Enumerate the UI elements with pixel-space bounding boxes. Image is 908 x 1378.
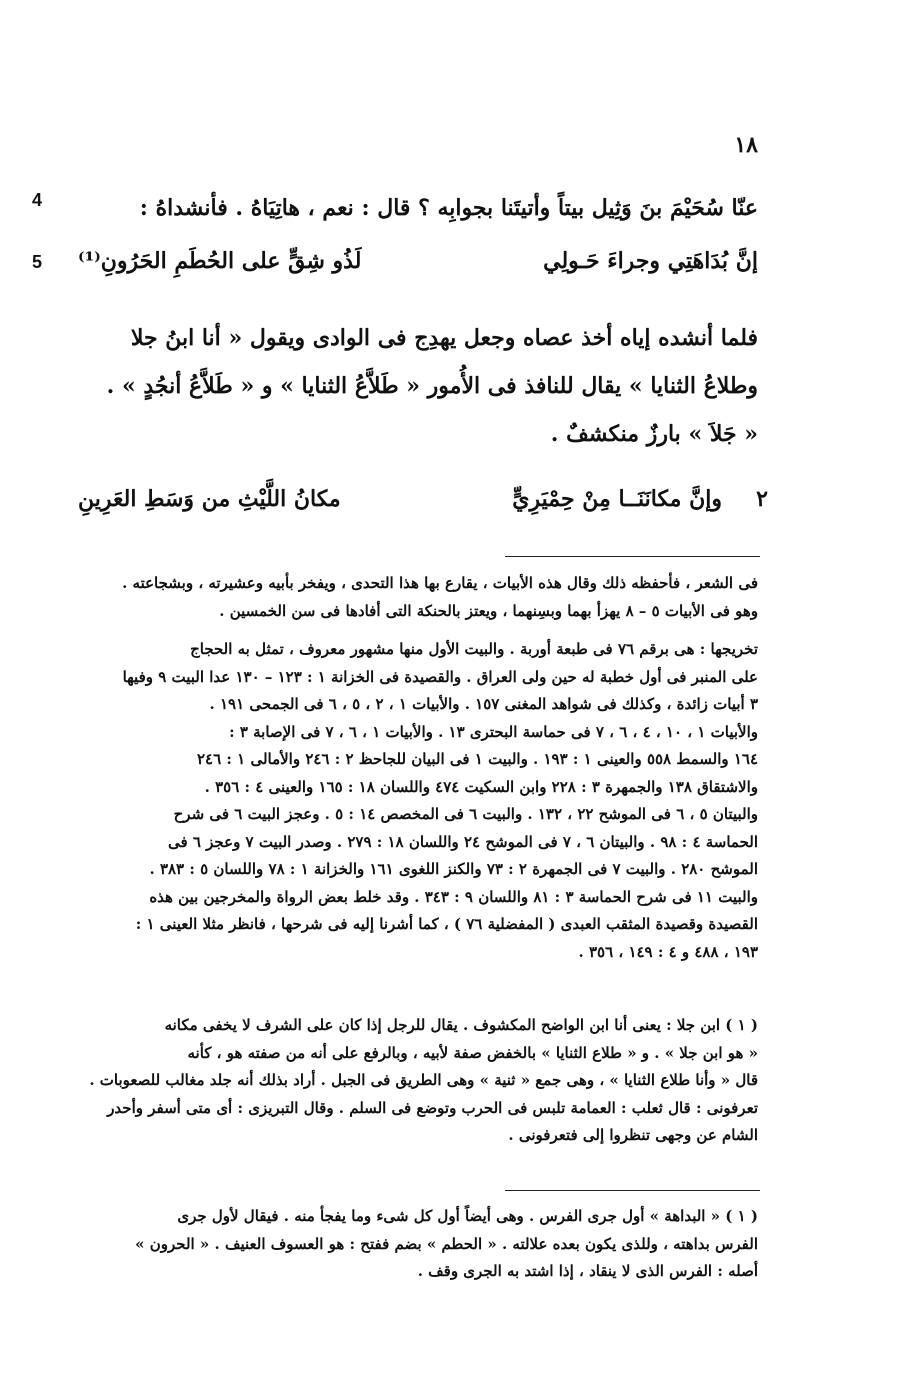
verse-first-hemistich: إنَّ بُدَاهَتِي وجراءَ حَـولِي — [543, 248, 758, 274]
verse-line — [78, 248, 758, 292]
footnote-line: الموشح ٢٨٠ . والبيت ٧ فى الجمهرة ٢ : ٧٣ والكنز اللغوى ١٦١ والخزانة ١ : ٧٨ واللسان ٥ : ٣٨٣ . — [149, 860, 758, 878]
footnote-line: تخريجها : هى برقم ٧٦ فى طبعة أوربة . والبيت الأول منها مشهور معروف ، تمثل به الحجاج — [190, 640, 758, 658]
footnote-line: والبيتان ٥ ، ٦ فى الموشح ٢٢ ، ١٣٢ . والبيت ٦ فى المخصص ١٤ : ٥ . وعجز البيت ٦ فى شرح — [173, 805, 758, 823]
footnote-line: ١٩٣ ، ٤٨٨ و ٤ : ١٤٩ ، ٣٥٦ . — [578, 942, 758, 961]
commentary-line-1: فلما أنشده إياه أخذ عصاه وجعل يهدِج فى الوادى ويقول « أنا ابنُ جلا — [130, 325, 758, 351]
footnote-line: تعرفونى : قال ثعلب : العمامة تلبس فى الحرب وتوضع فى السلم . وقال التبريزى : أى متى أسفر وأحدر — [107, 1098, 758, 1117]
footnote-line: والاشتقاق ١٣٨ والجمهرة ٣ : ٢٢٨ وابن السكيت ٤٧٤ واللسان ١٨ : ١٦٥ والعينى ٤ : ٣٥٦ . — [204, 777, 758, 796]
verse-second-hemistich: لَذُو شِقٍّ على الحُطَمِ الحَرُونِ⁽¹⁾ — [78, 248, 362, 274]
page-number: ١٨ — [734, 132, 758, 158]
footnote-line: والأبيات ١ ، ١٠ ، ٤ ، ٦ ، ٧ فى حماسة البحترى ١٣ . والأبيات ١ ، ٦ ، ٧ فى الإصابة ٣ : — [229, 722, 758, 741]
footnote-line: « هو ابن جلا » . و « طلاع الثنايا » بالخفض صفة لأبيه ، وبالرفع على أنه من صفته هو ، كأنه — [187, 1043, 758, 1062]
verse-number: ٢ — [756, 486, 768, 512]
footnote-line: ١٦٤ والسمط ٥٥٨ والعينى ١ : ١٩٣ . والبيت ١ فى البيان للجاحظ ٢ : ٢٤٦ والأمالى ١ : ٢٤٦ — [197, 750, 758, 768]
footnote-bottom — [78, 1203, 758, 1286]
footnote-intro — [78, 570, 758, 625]
commentary-line-3: « جَلاَ » بارزٌ منكشفٌ . — [550, 421, 758, 447]
footnote-line: الفرس بداهته ، وللذى يكون بعده علالته . « الحطم » بضم ففتح : هو العسوف العنيف . « الحرون » — [135, 1234, 758, 1253]
margin-number-4: 4 — [32, 190, 43, 210]
footnote-line: فى الشعر ، فأحفظه ذلك وقال هذه الأبيات ، يقارع بها هذا التحدى ، ويفخر بأبيه وعشيرته ، وبشجاعته . — [122, 574, 758, 592]
margin-number-5: 5 — [32, 252, 43, 272]
footnote-line: وهو فى الأبيات ٥ – ٨ يهزأ بهما وبسِنهما ، ويعتز بالحنكة التى أفادها فى سن الخمسين . — [219, 601, 758, 620]
verse-first-hemistich: وإنَّ مكانَنَــا مِنْ حِمْيَرِيٍّ — [512, 486, 722, 512]
footnote-line: الشام عن وجهى تنظروا إلى فتعرفونى . — [508, 1126, 758, 1144]
footnote-line: الحماسة ٤ : ٩٨ . والبيتان ٦ ، ٧ فى الموشح ٢٤ واللسان ١٨ : ٢٧٩ . وصدر البيت ٧ وعجز ٦ فى — [167, 832, 758, 851]
footnote-line: ٣ أبيات زائدة ، وكذلك فى شواهد المغنى ١٥٧ . والأبيات ١ ، ٢ ، ٥ ، ٦ فى الجمحى ١٩١ . — [209, 695, 758, 713]
footnote-line: ( ١ ) ابن جلا : يعنى أنا ابن الواضح المكشوف . يقال للرجل إذا كان على الشرف لا يخفى مكانه — [164, 1016, 758, 1034]
footnote-line: أصله : الفرس الذى لا ينقاد ، إذا اشتد به الجرى وقف . — [417, 1262, 758, 1280]
main-text-line-1: عنّا سُحَيْمَ بنَ وَثِيل بيتاً وأتيتَنا بجوابِه ؟ قال : نعم ، هاتِيَاهُ . فأنشداهُ : — [139, 195, 758, 221]
footnote-note-1 — [78, 1012, 758, 1150]
footnote-line: القصيدة وقصيدة المثقب العبدى ( المفضلية ٧٦ ) ، كما أشرنا إليه فى شرحها ، فانظر مثلا العينى ١ : — [135, 915, 758, 933]
footnote-line: على المنبر فى أول خطبة له حين ولى العراق . والقصيدة فى الخزانة ١ : ١٢٣ – ١٣٠ عدا البيت ٩ وفيها — [122, 667, 758, 686]
footnote-line: ( ١ ) « البداهة » أول جرى الفرس . وهى أيضاً أول كل شىء وما يفجأ منه . فيقال لأول جرى — [177, 1207, 758, 1225]
footnote-divider-2 — [505, 1190, 760, 1191]
footnote-takhrij — [78, 636, 758, 966]
footnote-line: والبيت ١١ فى شرح الحماسة ٣ : ٨١ واللسان ٩ : ٣٤٣ . وقد خلط بعض الرواة والمخرجين بين هذه — [149, 887, 758, 906]
commentary-line-2: وطلاعُ الثنايا » يقال للنافذ فى الأُمور « طَلاَّعُ الثنايا » و « طَلاَّعُ أنجُدٍ » . — [106, 373, 758, 399]
verse-second-hemistich: مكانُ اللَّيْثِ من وَسَطِ العَرِينِ — [78, 486, 341, 512]
footnote-divider — [505, 556, 760, 557]
verse-line-2 — [78, 486, 768, 530]
footnote-line: قال « وأنا طلاع الثنايا » ، وهى جمع « ثنية » وهى الطريق فى الجبل . أراد بذلك أنه جلد مغالب للصعوبات . — [89, 1071, 758, 1089]
